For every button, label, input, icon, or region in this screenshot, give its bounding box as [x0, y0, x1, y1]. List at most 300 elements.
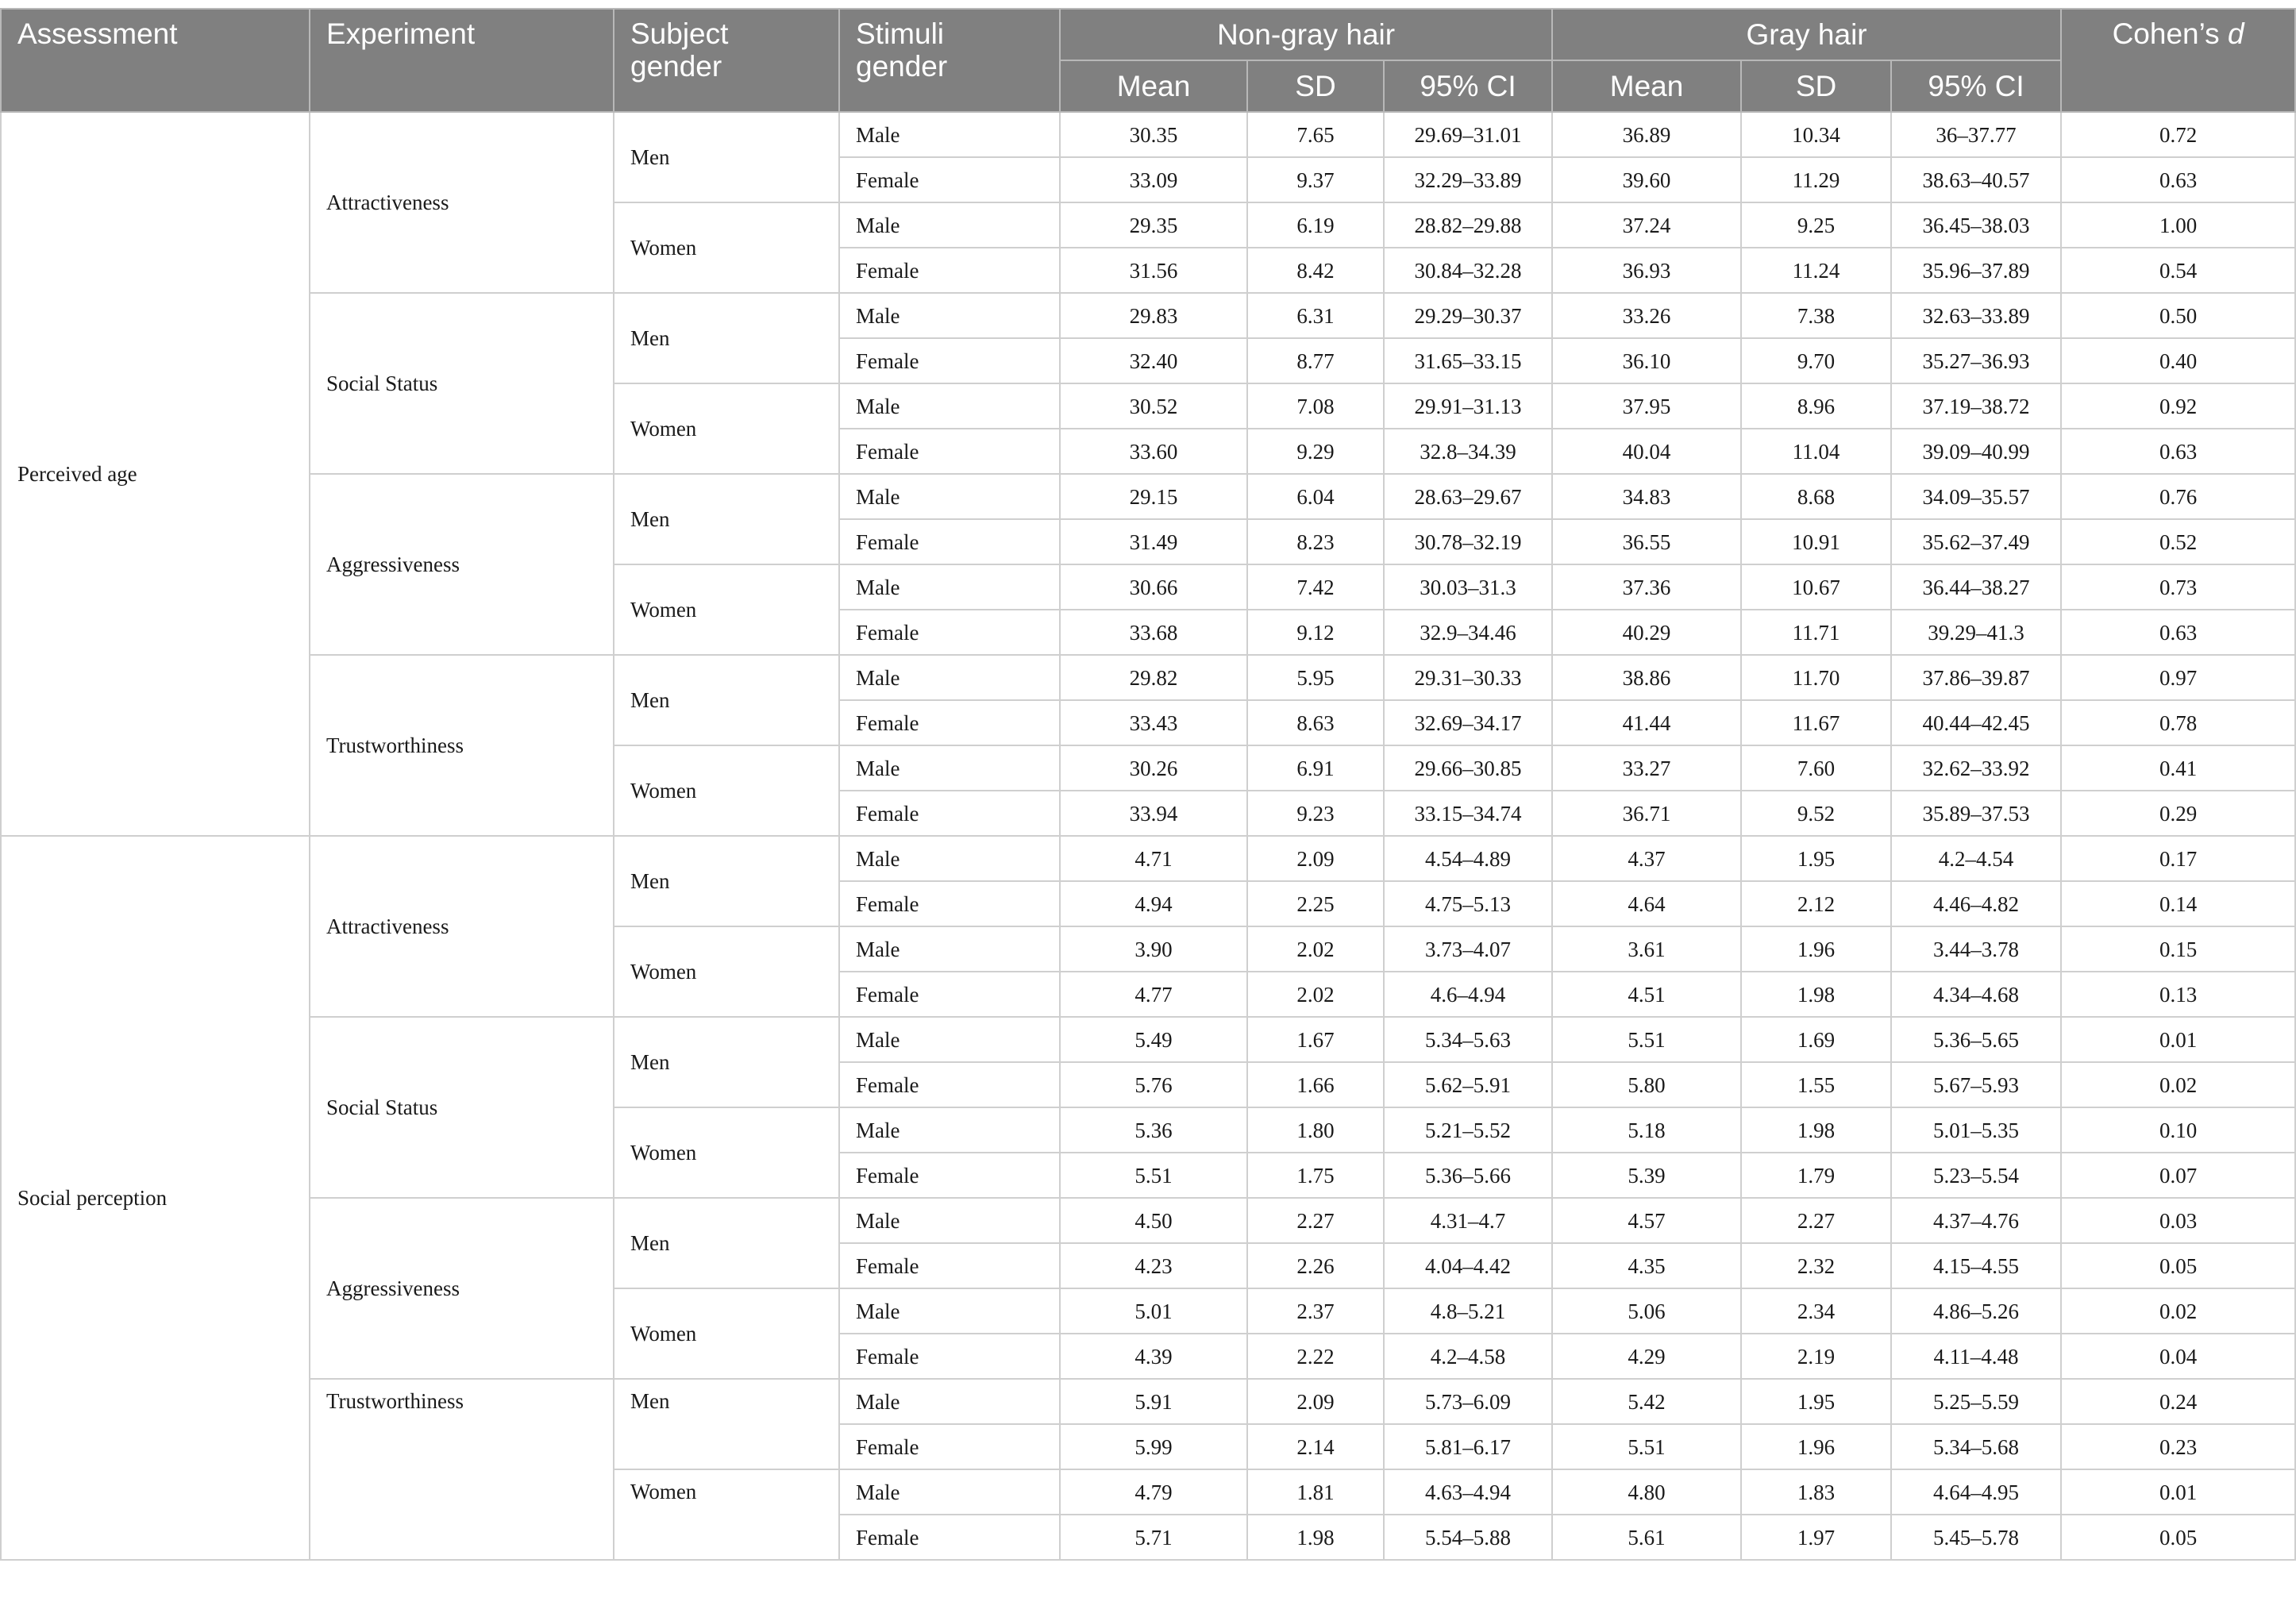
- stimuli-gender-cell: Male: [839, 383, 1060, 429]
- gray-sd-cell: 9.25: [1741, 202, 1891, 248]
- gray-ci-cell: 5.45–5.78: [1891, 1515, 2061, 1560]
- cohens-d-cell: 0.14: [2061, 881, 2295, 926]
- stimuli-gender-cell: Female: [839, 700, 1060, 745]
- gray-mean-cell: 5.51: [1552, 1017, 1741, 1062]
- non-gray-mean-cell: 31.49: [1060, 519, 1247, 564]
- non-gray-ci-cell: 32.8–34.39: [1384, 429, 1552, 474]
- header-cohens-d: [2061, 9, 2295, 112]
- gray-mean-cell: 4.64: [1552, 881, 1741, 926]
- gray-ci-cell: 39.29–41.3: [1891, 610, 2061, 655]
- table-row: [1, 112, 2295, 157]
- non-gray-ci-cell: 5.36–5.66: [1384, 1153, 1552, 1198]
- stimuli-gender-cell: Male: [839, 1288, 1060, 1334]
- cohens-d-cell: 0.05: [2061, 1515, 2295, 1560]
- cohens-d-cell: 0.29: [2061, 791, 2295, 836]
- gray-sd-cell: 11.24: [1741, 248, 1891, 293]
- non-gray-mean-cell: 5.01: [1060, 1288, 1247, 1334]
- cohens-d-cell: 0.01: [2061, 1017, 2295, 1062]
- non-gray-sd-cell: 8.42: [1247, 248, 1384, 293]
- gray-sd-cell: 1.98: [1741, 972, 1891, 1017]
- gray-ci-cell: 4.34–4.68: [1891, 972, 2061, 1017]
- non-gray-sd-cell: 1.67: [1247, 1017, 1384, 1062]
- header-non-gray-sd: SD: [1247, 60, 1384, 112]
- non-gray-mean-cell: 29.15: [1060, 474, 1247, 519]
- gray-mean-cell: 4.29: [1552, 1334, 1741, 1379]
- gray-mean-cell: 36.71: [1552, 791, 1741, 836]
- subject-gender-cell: Women: [614, 926, 839, 1017]
- cohens-d-cell: 0.73: [2061, 564, 2295, 610]
- non-gray-mean-cell: 33.94: [1060, 791, 1247, 836]
- cohens-d-cell: 0.17: [2061, 836, 2295, 881]
- non-gray-sd-cell: 6.31: [1247, 293, 1384, 338]
- non-gray-ci-cell: 30.78–32.19: [1384, 519, 1552, 564]
- non-gray-ci-cell: 32.69–34.17: [1384, 700, 1552, 745]
- header-non-gray-mean: Mean: [1060, 60, 1247, 112]
- table-header: [1, 9, 2295, 112]
- header-gray-ci: 95% CI: [1891, 60, 2061, 112]
- non-gray-ci-cell: 28.82–29.88: [1384, 202, 1552, 248]
- table-row: [1, 836, 2295, 881]
- non-gray-mean-cell: 5.71: [1060, 1515, 1247, 1560]
- non-gray-ci-cell: 4.8–5.21: [1384, 1288, 1552, 1334]
- non-gray-sd-cell: 9.37: [1247, 157, 1384, 202]
- header-stimuli-gender: Stimuli gender: [839, 9, 1060, 112]
- non-gray-sd-cell: 6.04: [1247, 474, 1384, 519]
- gray-sd-cell: 1.98: [1741, 1107, 1891, 1153]
- non-gray-ci-cell: 5.81–6.17: [1384, 1424, 1552, 1469]
- gray-mean-cell: 36.93: [1552, 248, 1741, 293]
- table-row: [1, 1379, 2295, 1424]
- gray-mean-cell: 4.35: [1552, 1243, 1741, 1288]
- gray-ci-cell: 4.86–5.26: [1891, 1288, 2061, 1334]
- stimuli-gender-cell: Male: [839, 1469, 1060, 1515]
- cohens-d-cell: 0.63: [2061, 610, 2295, 655]
- gray-ci-cell: 35.96–37.89: [1891, 248, 2061, 293]
- non-gray-sd-cell: 2.09: [1247, 836, 1384, 881]
- header-row-1: [1, 9, 2295, 60]
- experiment-cell: Aggressiveness: [310, 1198, 614, 1379]
- header-cohens-d-prefix: Cohen’s: [2112, 17, 2228, 50]
- gray-sd-cell: 2.27: [1741, 1198, 1891, 1243]
- gray-sd-cell: 8.96: [1741, 383, 1891, 429]
- stimuli-gender-cell: Female: [839, 610, 1060, 655]
- gray-sd-cell: 1.95: [1741, 1379, 1891, 1424]
- subject-gender-cell: Women: [614, 564, 839, 655]
- gray-ci-cell: 5.67–5.93: [1891, 1062, 2061, 1107]
- table-row: [1, 293, 2295, 338]
- non-gray-mean-cell: 33.68: [1060, 610, 1247, 655]
- non-gray-ci-cell: 3.73–4.07: [1384, 926, 1552, 972]
- non-gray-ci-cell: 5.73–6.09: [1384, 1379, 1552, 1424]
- gray-sd-cell: 1.96: [1741, 1424, 1891, 1469]
- gray-mean-cell: 36.55: [1552, 519, 1741, 564]
- non-gray-sd-cell: 7.65: [1247, 112, 1384, 157]
- subject-gender-cell: Men: [614, 836, 839, 926]
- stimuli-gender-cell: Male: [839, 1379, 1060, 1424]
- stimuli-gender-cell: Male: [839, 1198, 1060, 1243]
- gray-ci-cell: 4.64–4.95: [1891, 1469, 2061, 1515]
- gray-ci-cell: 4.15–4.55: [1891, 1243, 2061, 1288]
- gray-sd-cell: 11.04: [1741, 429, 1891, 474]
- gray-mean-cell: 4.51: [1552, 972, 1741, 1017]
- stimuli-gender-cell: Female: [839, 1334, 1060, 1379]
- table-row: [1, 1198, 2295, 1243]
- stimuli-gender-cell: Female: [839, 1062, 1060, 1107]
- gray-ci-cell: 5.36–5.65: [1891, 1017, 2061, 1062]
- subject-gender-cell: Men: [614, 1379, 839, 1469]
- gray-ci-cell: 34.09–35.57: [1891, 474, 2061, 519]
- cohens-d-cell: 0.78: [2061, 700, 2295, 745]
- non-gray-ci-cell: 4.54–4.89: [1384, 836, 1552, 881]
- results-table: [0, 8, 2296, 1561]
- gray-mean-cell: 5.51: [1552, 1424, 1741, 1469]
- non-gray-ci-cell: 28.63–29.67: [1384, 474, 1552, 519]
- gray-mean-cell: 5.06: [1552, 1288, 1741, 1334]
- header-gray-hair: Gray hair: [1552, 9, 2061, 60]
- table-body: [1, 112, 2295, 1560]
- stimuli-gender-cell: Male: [839, 1107, 1060, 1153]
- non-gray-sd-cell: 9.12: [1247, 610, 1384, 655]
- stimuli-gender-cell: Male: [839, 474, 1060, 519]
- stimuli-gender-cell: Male: [839, 926, 1060, 972]
- header-gray-mean: Mean: [1552, 60, 1741, 112]
- gray-mean-cell: 38.86: [1552, 655, 1741, 700]
- stimuli-gender-cell: Male: [839, 836, 1060, 881]
- gray-mean-cell: 5.80: [1552, 1062, 1741, 1107]
- table-row: [1, 655, 2295, 700]
- cohens-d-cell: 0.52: [2061, 519, 2295, 564]
- cohens-d-cell: 0.01: [2061, 1469, 2295, 1515]
- subject-gender-cell: Women: [614, 1288, 839, 1379]
- non-gray-mean-cell: 4.71: [1060, 836, 1247, 881]
- gray-ci-cell: 40.44–42.45: [1891, 700, 2061, 745]
- non-gray-sd-cell: 5.95: [1247, 655, 1384, 700]
- gray-mean-cell: 4.37: [1552, 836, 1741, 881]
- non-gray-sd-cell: 8.63: [1247, 700, 1384, 745]
- non-gray-mean-cell: 5.91: [1060, 1379, 1247, 1424]
- header-subject-gender: Subject gender: [614, 9, 839, 112]
- non-gray-sd-cell: 1.75: [1247, 1153, 1384, 1198]
- gray-ci-cell: 35.62–37.49: [1891, 519, 2061, 564]
- gray-ci-cell: 36.45–38.03: [1891, 202, 2061, 248]
- subject-gender-cell: Women: [614, 1469, 839, 1560]
- cohens-d-cell: 0.15: [2061, 926, 2295, 972]
- cohens-d-cell: 0.97: [2061, 655, 2295, 700]
- non-gray-mean-cell: 30.35: [1060, 112, 1247, 157]
- non-gray-sd-cell: 1.81: [1247, 1469, 1384, 1515]
- stimuli-gender-cell: Male: [839, 112, 1060, 157]
- non-gray-ci-cell: 5.34–5.63: [1384, 1017, 1552, 1062]
- stimuli-gender-cell: Male: [839, 745, 1060, 791]
- stimuli-gender-cell: Male: [839, 202, 1060, 248]
- non-gray-mean-cell: 5.36: [1060, 1107, 1247, 1153]
- non-gray-ci-cell: 32.29–33.89: [1384, 157, 1552, 202]
- subject-gender-cell: Men: [614, 112, 839, 202]
- cohens-d-cell: 0.13: [2061, 972, 2295, 1017]
- gray-sd-cell: 10.34: [1741, 112, 1891, 157]
- gray-sd-cell: 1.79: [1741, 1153, 1891, 1198]
- header-assessment: Assessment: [1, 9, 310, 112]
- non-gray-ci-cell: 4.2–4.58: [1384, 1334, 1552, 1379]
- gray-mean-cell: 33.27: [1552, 745, 1741, 791]
- cohens-d-cell: 1.00: [2061, 202, 2295, 248]
- non-gray-mean-cell: 5.76: [1060, 1062, 1247, 1107]
- cohens-d-cell: 0.41: [2061, 745, 2295, 791]
- non-gray-ci-cell: 4.63–4.94: [1384, 1469, 1552, 1515]
- stimuli-gender-cell: Male: [839, 293, 1060, 338]
- stimuli-gender-cell: Male: [839, 564, 1060, 610]
- non-gray-sd-cell: 1.80: [1247, 1107, 1384, 1153]
- cohens-d-cell: 0.50: [2061, 293, 2295, 338]
- non-gray-ci-cell: 29.31–30.33: [1384, 655, 1552, 700]
- non-gray-sd-cell: 8.23: [1247, 519, 1384, 564]
- non-gray-ci-cell: 4.31–4.7: [1384, 1198, 1552, 1243]
- subject-gender-cell: Men: [614, 1017, 839, 1107]
- non-gray-mean-cell: 33.60: [1060, 429, 1247, 474]
- gray-sd-cell: 1.96: [1741, 926, 1891, 972]
- stimuli-gender-cell: Female: [839, 338, 1060, 383]
- stimuli-gender-cell: Female: [839, 791, 1060, 836]
- non-gray-sd-cell: 2.22: [1247, 1334, 1384, 1379]
- non-gray-sd-cell: 2.14: [1247, 1424, 1384, 1469]
- experiment-cell: Attractiveness: [310, 112, 614, 293]
- non-gray-mean-cell: 4.79: [1060, 1469, 1247, 1515]
- stimuli-gender-cell: Male: [839, 1017, 1060, 1062]
- non-gray-sd-cell: 9.23: [1247, 791, 1384, 836]
- non-gray-mean-cell: 33.43: [1060, 700, 1247, 745]
- subject-gender-cell: Women: [614, 202, 839, 293]
- non-gray-mean-cell: 5.51: [1060, 1153, 1247, 1198]
- gray-ci-cell: 36–37.77: [1891, 112, 2061, 157]
- non-gray-ci-cell: 32.9–34.46: [1384, 610, 1552, 655]
- stimuli-gender-cell: Female: [839, 881, 1060, 926]
- gray-sd-cell: 2.19: [1741, 1334, 1891, 1379]
- gray-sd-cell: 1.83: [1741, 1469, 1891, 1515]
- gray-mean-cell: 40.04: [1552, 429, 1741, 474]
- non-gray-sd-cell: 2.25: [1247, 881, 1384, 926]
- gray-sd-cell: 2.34: [1741, 1288, 1891, 1334]
- subject-gender-cell: Men: [614, 293, 839, 383]
- experiment-cell: Social Status: [310, 293, 614, 474]
- non-gray-ci-cell: 4.04–4.42: [1384, 1243, 1552, 1288]
- gray-mean-cell: 5.42: [1552, 1379, 1741, 1424]
- gray-ci-cell: 4.2–4.54: [1891, 836, 2061, 881]
- gray-ci-cell: 4.11–4.48: [1891, 1334, 2061, 1379]
- stimuli-gender-cell: Female: [839, 248, 1060, 293]
- non-gray-sd-cell: 6.91: [1247, 745, 1384, 791]
- gray-mean-cell: 34.83: [1552, 474, 1741, 519]
- non-gray-ci-cell: 29.66–30.85: [1384, 745, 1552, 791]
- non-gray-mean-cell: 29.83: [1060, 293, 1247, 338]
- non-gray-sd-cell: 2.26: [1247, 1243, 1384, 1288]
- non-gray-mean-cell: 29.82: [1060, 655, 1247, 700]
- non-gray-ci-cell: 29.29–30.37: [1384, 293, 1552, 338]
- non-gray-sd-cell: 7.42: [1247, 564, 1384, 610]
- gray-mean-cell: 3.61: [1552, 926, 1741, 972]
- stimuli-gender-cell: Male: [839, 655, 1060, 700]
- gray-sd-cell: 7.38: [1741, 293, 1891, 338]
- subject-gender-cell: Women: [614, 383, 839, 474]
- experiment-cell: Social Status: [310, 1017, 614, 1198]
- gray-mean-cell: 33.26: [1552, 293, 1741, 338]
- gray-ci-cell: 36.44–38.27: [1891, 564, 2061, 610]
- non-gray-sd-cell: 7.08: [1247, 383, 1384, 429]
- cohens-d-cell: 0.24: [2061, 1379, 2295, 1424]
- gray-sd-cell: 1.55: [1741, 1062, 1891, 1107]
- gray-mean-cell: 36.89: [1552, 112, 1741, 157]
- experiment-cell: Trustworthiness: [310, 1379, 614, 1560]
- gray-sd-cell: 2.32: [1741, 1243, 1891, 1288]
- gray-ci-cell: 4.46–4.82: [1891, 881, 2061, 926]
- header-experiment: Experiment: [310, 9, 614, 112]
- subject-gender-cell: Men: [614, 474, 839, 564]
- gray-ci-cell: 5.23–5.54: [1891, 1153, 2061, 1198]
- non-gray-sd-cell: 2.37: [1247, 1288, 1384, 1334]
- gray-ci-cell: 35.27–36.93: [1891, 338, 2061, 383]
- assessment-cell: Perceived age: [1, 112, 310, 836]
- non-gray-ci-cell: 30.84–32.28: [1384, 248, 1552, 293]
- experiment-cell: Trustworthiness: [310, 655, 614, 836]
- gray-mean-cell: 5.61: [1552, 1515, 1741, 1560]
- gray-sd-cell: 10.67: [1741, 564, 1891, 610]
- gray-ci-cell: 32.63–33.89: [1891, 293, 2061, 338]
- stimuli-gender-cell: Female: [839, 1424, 1060, 1469]
- gray-sd-cell: 1.69: [1741, 1017, 1891, 1062]
- non-gray-mean-cell: 30.52: [1060, 383, 1247, 429]
- gray-ci-cell: 39.09–40.99: [1891, 429, 2061, 474]
- gray-mean-cell: 37.24: [1552, 202, 1741, 248]
- experiment-cell: Aggressiveness: [310, 474, 614, 655]
- header-non-gray-hair: Non-gray hair: [1060, 9, 1552, 60]
- gray-ci-cell: 35.89–37.53: [1891, 791, 2061, 836]
- gray-sd-cell: 11.71: [1741, 610, 1891, 655]
- gray-mean-cell: 40.29: [1552, 610, 1741, 655]
- subject-gender-cell: Men: [614, 655, 839, 745]
- non-gray-ci-cell: 29.69–31.01: [1384, 112, 1552, 157]
- gray-sd-cell: 11.70: [1741, 655, 1891, 700]
- non-gray-sd-cell: 8.77: [1247, 338, 1384, 383]
- gray-sd-cell: 10.91: [1741, 519, 1891, 564]
- gray-sd-cell: 8.68: [1741, 474, 1891, 519]
- gray-ci-cell: 5.25–5.59: [1891, 1379, 2061, 1424]
- non-gray-ci-cell: 5.62–5.91: [1384, 1062, 1552, 1107]
- non-gray-mean-cell: 5.49: [1060, 1017, 1247, 1062]
- gray-mean-cell: 4.80: [1552, 1469, 1741, 1515]
- non-gray-mean-cell: 30.26: [1060, 745, 1247, 791]
- gray-mean-cell: 4.57: [1552, 1198, 1741, 1243]
- non-gray-mean-cell: 32.40: [1060, 338, 1247, 383]
- gray-ci-cell: 37.86–39.87: [1891, 655, 2061, 700]
- gray-ci-cell: 5.34–5.68: [1891, 1424, 2061, 1469]
- non-gray-sd-cell: 1.98: [1247, 1515, 1384, 1560]
- non-gray-ci-cell: 5.21–5.52: [1384, 1107, 1552, 1153]
- non-gray-sd-cell: 2.02: [1247, 926, 1384, 972]
- gray-ci-cell: 32.62–33.92: [1891, 745, 2061, 791]
- gray-mean-cell: 39.60: [1552, 157, 1741, 202]
- gray-mean-cell: 37.36: [1552, 564, 1741, 610]
- cohens-d-cell: 0.23: [2061, 1424, 2295, 1469]
- non-gray-ci-cell: 4.75–5.13: [1384, 881, 1552, 926]
- cohens-d-cell: 0.92: [2061, 383, 2295, 429]
- cohens-d-cell: 0.10: [2061, 1107, 2295, 1153]
- cohens-d-cell: 0.76: [2061, 474, 2295, 519]
- cohens-d-cell: 0.07: [2061, 1153, 2295, 1198]
- assessment-cell: Social perception: [1, 836, 310, 1560]
- non-gray-ci-cell: 31.65–33.15: [1384, 338, 1552, 383]
- non-gray-ci-cell: 4.6–4.94: [1384, 972, 1552, 1017]
- gray-ci-cell: 38.63–40.57: [1891, 157, 2061, 202]
- gray-mean-cell: 5.39: [1552, 1153, 1741, 1198]
- gray-mean-cell: 41.44: [1552, 700, 1741, 745]
- cohens-d-cell: 0.02: [2061, 1288, 2295, 1334]
- non-gray-ci-cell: 29.91–31.13: [1384, 383, 1552, 429]
- gray-sd-cell: 1.95: [1741, 836, 1891, 881]
- gray-mean-cell: 5.18: [1552, 1107, 1741, 1153]
- non-gray-mean-cell: 4.50: [1060, 1198, 1247, 1243]
- gray-ci-cell: 37.19–38.72: [1891, 383, 2061, 429]
- table-row: [1, 1017, 2295, 1062]
- subject-gender-cell: Men: [614, 1198, 839, 1288]
- non-gray-mean-cell: 5.99: [1060, 1424, 1247, 1469]
- header-cohens-d-symbol: d: [2227, 17, 2244, 50]
- table-row: [1, 474, 2295, 519]
- header-gray-sd: SD: [1741, 60, 1891, 112]
- stimuli-gender-cell: Female: [839, 1243, 1060, 1288]
- non-gray-sd-cell: 1.66: [1247, 1062, 1384, 1107]
- non-gray-sd-cell: 6.19: [1247, 202, 1384, 248]
- non-gray-mean-cell: 4.39: [1060, 1334, 1247, 1379]
- cohens-d-cell: 0.04: [2061, 1334, 2295, 1379]
- cohens-d-cell: 0.02: [2061, 1062, 2295, 1107]
- gray-ci-cell: 3.44–3.78: [1891, 926, 2061, 972]
- non-gray-sd-cell: 2.27: [1247, 1198, 1384, 1243]
- cohens-d-cell: 0.63: [2061, 429, 2295, 474]
- cohens-d-cell: 0.03: [2061, 1198, 2295, 1243]
- non-gray-mean-cell: 30.66: [1060, 564, 1247, 610]
- non-gray-ci-cell: 33.15–34.74: [1384, 791, 1552, 836]
- gray-ci-cell: 4.37–4.76: [1891, 1198, 2061, 1243]
- gray-sd-cell: 11.29: [1741, 157, 1891, 202]
- gray-ci-cell: 5.01–5.35: [1891, 1107, 2061, 1153]
- stimuli-gender-cell: Female: [839, 972, 1060, 1017]
- non-gray-ci-cell: 30.03–31.3: [1384, 564, 1552, 610]
- cohens-d-cell: 0.72: [2061, 112, 2295, 157]
- stimuli-gender-cell: Female: [839, 157, 1060, 202]
- gray-mean-cell: 36.10: [1552, 338, 1741, 383]
- non-gray-sd-cell: 9.29: [1247, 429, 1384, 474]
- non-gray-mean-cell: 29.35: [1060, 202, 1247, 248]
- stimuli-gender-cell: Female: [839, 519, 1060, 564]
- gray-sd-cell: 1.97: [1741, 1515, 1891, 1560]
- gray-sd-cell: 9.70: [1741, 338, 1891, 383]
- non-gray-mean-cell: 33.09: [1060, 157, 1247, 202]
- cohens-d-cell: 0.05: [2061, 1243, 2295, 1288]
- stimuli-gender-cell: Female: [839, 1153, 1060, 1198]
- non-gray-sd-cell: 2.09: [1247, 1379, 1384, 1424]
- gray-mean-cell: 37.95: [1552, 383, 1741, 429]
- gray-sd-cell: 2.12: [1741, 881, 1891, 926]
- gray-sd-cell: 9.52: [1741, 791, 1891, 836]
- cohens-d-cell: 0.54: [2061, 248, 2295, 293]
- cohens-d-cell: 0.40: [2061, 338, 2295, 383]
- stimuli-gender-cell: Female: [839, 1515, 1060, 1560]
- non-gray-sd-cell: 2.02: [1247, 972, 1384, 1017]
- non-gray-mean-cell: 3.90: [1060, 926, 1247, 972]
- subject-gender-cell: Women: [614, 1107, 839, 1198]
- non-gray-mean-cell: 4.23: [1060, 1243, 1247, 1288]
- gray-sd-cell: 11.67: [1741, 700, 1891, 745]
- experiment-cell: Attractiveness: [310, 836, 614, 1017]
